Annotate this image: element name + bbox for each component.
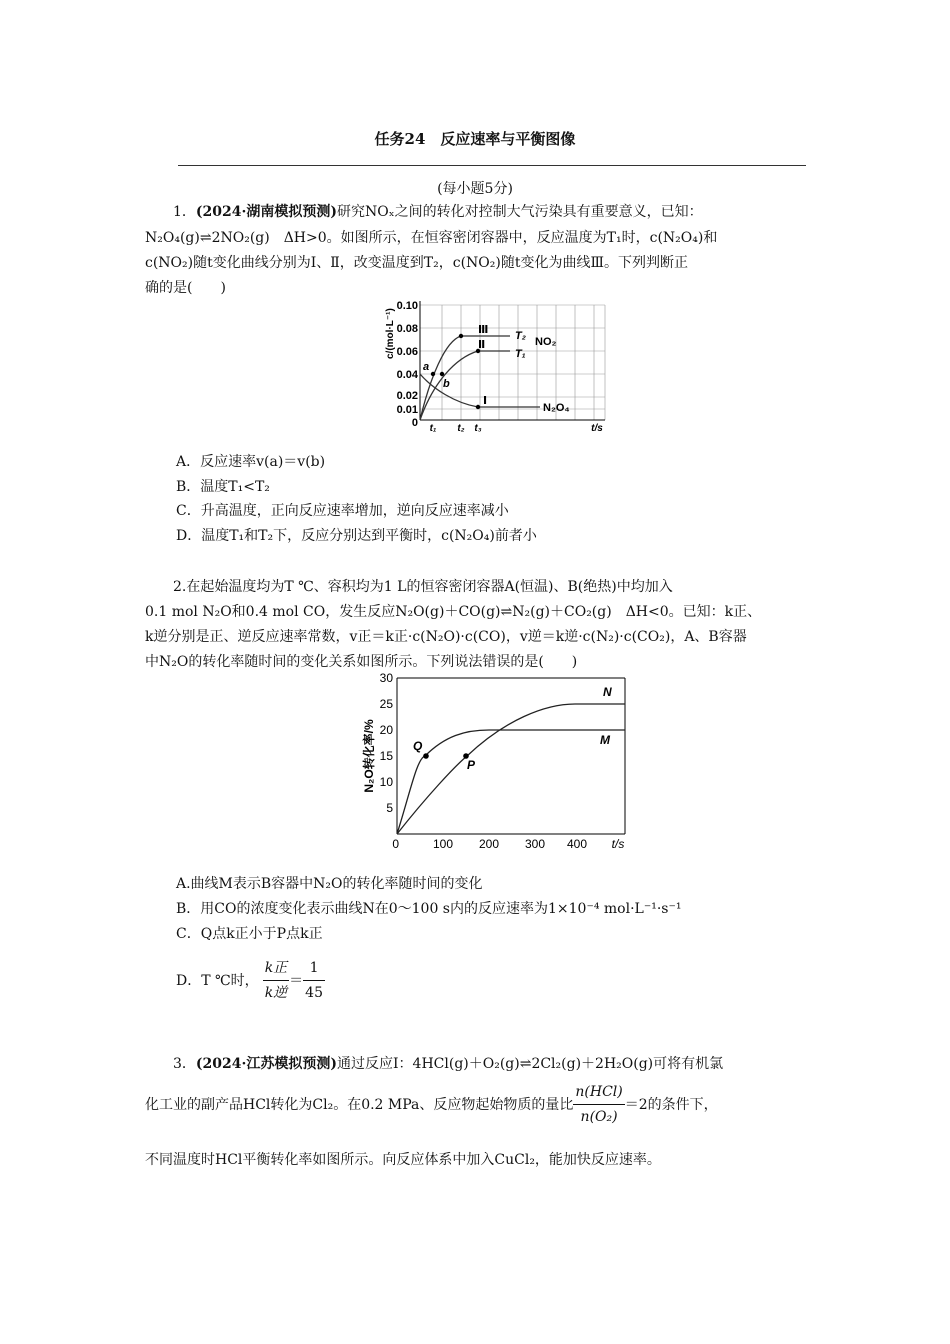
chart2-curve-M <box>397 730 625 834</box>
score-note: (每小题5分) <box>437 181 513 197</box>
q2-stem-line3: k逆分别是正、逆反应速率常数，v正＝k正·c(N₂O)·c(CO)，v逆＝k逆·c(N₂)·c(CO₂)，A、B容器 <box>145 629 747 645</box>
q3-stem-text2a: 化工业的副产品HCl转化为Cl₂。在0.2 MPa、反应物起始物质的量比 <box>145 1096 574 1113</box>
c2-xtick: 200 <box>478 837 500 851</box>
q2-optd-value <box>303 956 325 1005</box>
c2-label-Q: Q <box>413 739 423 753</box>
c1-label-a: a <box>423 361 430 373</box>
c1-label-II: Ⅱ <box>478 339 486 351</box>
q1-option-d: D．温度T₁和T₂下，反应分别达到平衡时，c(N₂O₄)前者小 <box>176 528 537 544</box>
c1-label-b: b <box>443 378 450 390</box>
chart2-ylabel: N₂O转化率/% <box>362 719 376 793</box>
q2-stem-text1: 在起始温度均为T ℃、容积均为1 L的恒容密闭容器A(恒温)、B(绝热)中均加入 <box>186 579 673 595</box>
c2-ytick: 30 <box>379 671 393 685</box>
q2-optd-num: k正 <box>263 956 289 981</box>
q2-stem-line2: 0.1 mol N₂O和0.4 mol CO，发生反应N₂O(g)＋CO(g)⇌N₂(g)＋CO₂(g) ΔH<0。已知：k正、 <box>145 604 762 620</box>
chart1-ylabel: c/(mol·L⁻¹) <box>385 308 396 359</box>
c2-point-Q <box>423 753 429 759</box>
c1-ytick: 0.04 <box>396 369 418 381</box>
c2-ytick: 20 <box>379 723 393 737</box>
c2-ytick: 10 <box>379 775 393 789</box>
q3-stem-line1 <box>145 1052 807 1076</box>
c2-xtick: 300 <box>524 837 546 851</box>
chart1 <box>375 293 615 435</box>
q2-option-d <box>176 956 325 1005</box>
q3-number: 3． <box>173 1056 196 1072</box>
q3-ratio-fraction <box>573 1080 624 1129</box>
q1-stem-line3: c(NO₂)随t变化曲线分别为Ⅰ、Ⅱ，改变温度到T₂，c(NO₂)随t变化为曲线Ⅲ。下列判断正 <box>145 255 688 271</box>
c1-point <box>459 334 463 338</box>
c2-xtick: 400 <box>566 837 588 851</box>
c2-label-N: N <box>603 685 612 699</box>
c1-point-b <box>440 372 444 376</box>
c2-label-P: P <box>467 758 476 772</box>
c2-ytick: 0 <box>392 837 399 851</box>
q1-source: (2024·湖南模拟预测) <box>195 204 338 220</box>
q1-option-b: B．温度T₁<T₂ <box>176 479 270 495</box>
c2-ytick: 15 <box>379 749 393 763</box>
c1-label-I: Ⅰ <box>483 395 488 407</box>
chart2-yticks <box>380 671 400 851</box>
q3-frac-num: n(HCl) <box>573 1080 624 1105</box>
q1-number: 1． <box>173 204 196 220</box>
page-title: 任务24 反应速率与平衡图像 <box>374 130 576 148</box>
chart1-yticks <box>397 300 419 429</box>
q3-stem-text2b: ＝2的条件下， <box>624 1096 718 1113</box>
c2-ytick: 5 <box>386 801 393 815</box>
c1-point-a <box>431 372 435 376</box>
chart1-curve-II <box>420 351 510 420</box>
q2-option-b: B．用CO的浓度变化表示曲线N在0～100 s内的反应速率为1×10⁻⁴ mol·L⁻¹·s⁻¹ <box>176 901 682 917</box>
q2-option-c: C．Q点k正小于P点k正 <box>176 926 323 942</box>
chart1-xticks <box>430 423 604 434</box>
c2-xlabel: t/s <box>611 837 625 851</box>
chart2-labels <box>413 685 612 772</box>
q2-option-a: A.曲线M表示B容器中N₂O的转化率随时间的变化 <box>176 876 483 892</box>
c1-xtick: t₂ <box>457 423 465 434</box>
c2-ytick: 25 <box>379 697 393 711</box>
q2-optd-prefix: D．T ℃时， <box>176 972 259 989</box>
chart1-grid <box>420 305 605 420</box>
q2-stem-line4: 中N₂O的转化率随时间的变化关系如图所示。下列说法错误的是( ) <box>145 654 578 670</box>
chart1-labels <box>423 324 570 414</box>
c1-point <box>476 405 480 409</box>
c1-xtick: t₁ <box>429 423 437 434</box>
c1-ytick: 0.06 <box>396 346 418 358</box>
c1-ytick: 0.01 <box>396 404 418 416</box>
chart2-xticks <box>433 837 624 851</box>
chart2-curve-N <box>397 704 625 834</box>
q2-optd-value-num: 1 <box>303 956 325 981</box>
q1-stem-line4: 确的是( ) <box>145 280 226 296</box>
q1-stem-line1 <box>145 200 807 224</box>
c1-xtick: t₃ <box>474 423 482 434</box>
q3-stem-text1: 通过反应Ⅰ：4HCl(g)＋O₂(g)⇌2Cl₂(g)＋2H₂O(g)可将有机氯 <box>337 1056 724 1072</box>
title-divider <box>178 165 806 166</box>
c1-label-T2: T₂ <box>515 330 526 342</box>
q1-stem-text1: 研究NOₓ之间的转化对控制大气污染具有重要意义，已知： <box>337 204 703 220</box>
q1-option-c: C．升高温度，正向反应速率增加，逆向反应速率减小 <box>176 503 509 519</box>
q2-optd-fraction <box>263 956 289 1005</box>
c1-ytick: 0.10 <box>396 300 418 312</box>
q1-stem-line2: N₂O₄(g)⇌2NO₂(g) ΔH>0。如图所示，在恒容密闭容器中，反应温度为T₁时，c(N₂O₄)和 <box>145 230 718 246</box>
q3-frac-den: n(O₂) <box>580 1109 618 1125</box>
q1-option-a: A．反应速率v(a)＝v(b) <box>176 454 326 470</box>
c1-label-T1: T₁ <box>515 348 526 360</box>
q3-stem-line3: 不同温度时HCl平衡转化率如图所示。向反应体系中加入CuCl₂，能加快反应速率。 <box>145 1152 661 1168</box>
c2-label-M: M <box>600 733 610 747</box>
q2-optd-eq: ＝ <box>289 972 304 989</box>
c1-label-III: Ⅲ <box>478 324 489 336</box>
q2-optd-den: k逆 <box>264 985 288 1001</box>
c1-label-N2O4: N₂O₄ <box>543 402 570 414</box>
c2-xtick: 100 <box>432 837 454 851</box>
c1-ytick: 0 <box>411 417 418 429</box>
q3-source: (2024·江苏模拟预测) <box>195 1056 338 1072</box>
q2-optd-value-den: 45 <box>305 985 323 1001</box>
q2-stem-line1 <box>145 575 807 599</box>
c1-label-NO2: NO₂ <box>535 336 557 348</box>
q3-stem-line2 <box>145 1080 807 1129</box>
c1-ytick: 0.02 <box>396 390 418 402</box>
c1-xlabel: t/s <box>591 423 603 434</box>
q2-number: 2. <box>173 579 187 595</box>
c1-ytick: 0.08 <box>396 323 418 335</box>
chart2 <box>355 668 635 856</box>
